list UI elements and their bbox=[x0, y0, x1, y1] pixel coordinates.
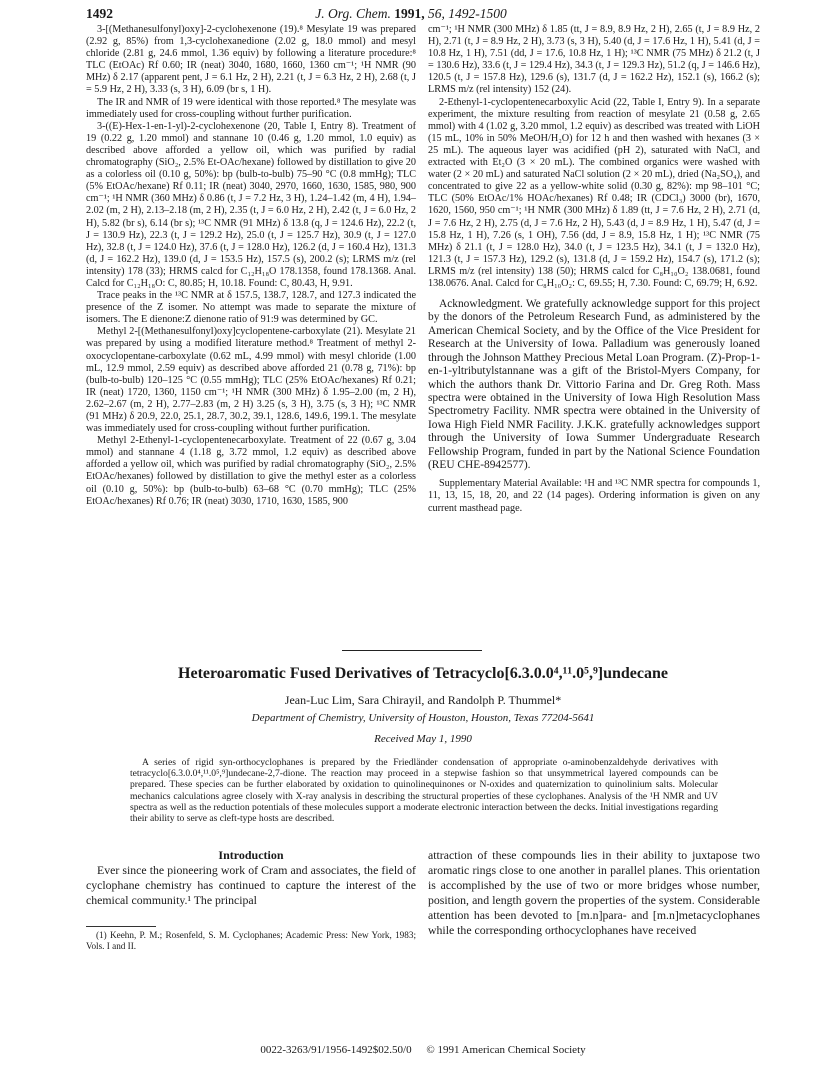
paragraph: 3-((E)-Hex-1-en-1-yl)-2-cyclohexenone (20, Table I, Entry 8). Treatment of 19 (0.22 g, 1.20 mmol) and stannane 10 (0.46 g, 1.20 mmol, 1.0 equiv) as described above afforded a yellow oil, which was purified by radial chromatography (SiO₂, 2.5% Et-OAc/hexane) followed by distillation to give 20 as a colorless oil (0.10 g, 50%): bp (bulb-to-bulb) 75–90 °C (0.8 mmHg); TLC (5% EtOAc/hexane) Rf 0.11; IR (neat) 3040, 2970, 1660, 1630, 1585, 980, 900 cm⁻¹; ¹H NMR (360 MHz) δ 0.86 (t, J = 7.2 Hz, 3 H), 1.24–1.42 (m, 4 H), 1.94–2.02 (m, 2 H), 2.13–2.18 (m, 2 H), 2.35 (t, J = 6.0 Hz, 2 H), 2.42 (t, J = 6.0 Hz, 2 H), 5.82 (br s), 6.14 (br s); ¹³C NMR (91 MHz) δ 13.8 (q, J = 124.6 Hz), 22.2 (t, J = 130.9 Hz), 22.3 (t, J = 129.2 Hz), 25.0 (t, J = 125.7 Hz), 30.9 (t, J = 127.0 Hz), 32.8 (t, J = 124.0 Hz), 37.6 (t, J = 128.0 Hz), 126.2 (d, J = 160.4 Hz), 131.3 (d, J = 162.2 Hz), 139.0 (d, J = 153.5 Hz), 157.5 (s), 200.2 (s); LRMS m/z (rel intensity) 178 (33); HRMS calcd for C₁₂H₁₈O 178.1358, found 178.1368. Anal. Calcd for C₁₂H₁₈O: C, 80.85; H, 10.18. Found: C, 80.43, H, 9.91. bbox=[86, 120, 416, 289]
introduction-right bbox=[428, 848, 760, 939]
journal-citation bbox=[86, 6, 736, 22]
paragraph: Trace peaks in the ¹³C NMR at δ 157.5, 138.7, 128.7, and 127.3 indicated the presence of the Z isomer. No attempt was made to separate the mixture of isomers. The E dienone:Z dienone ratio of 91:9 was determined by GC. bbox=[86, 290, 416, 326]
section-divider bbox=[342, 650, 482, 651]
article-code: 0022-3263/91/1956-1492$02.50/0 bbox=[260, 1044, 412, 1056]
introduction-heading: Introduction bbox=[218, 848, 284, 862]
supplementary-material: Supplementary Material Available: ¹H and ¹³C NMR spectra for compounds 1, 11, 13, 15, 18, 20, and 22 (14 pages). Ordering information is given on any current masthead page. bbox=[428, 478, 760, 514]
paragraph: Methyl 2-[(Methanesulfonyl)oxy]cyclopentene-carboxylate (21). Mesylate 21 was prepared by using a modified literature method.⁸ Treatment of methyl 2-oxocyclopentane-carboxylate (0.62 mL, 4.99 mmol) with mesyl chloride (1.00 mL, 12.9 mmol, 2.59 equiv) as described above afforded 21 (0.78 g, 71%): bp (bulb-to-bulb) 120–125 °C (0.55 mmHg); TLC (25% EtOAc/hexanes) Rf 0.21; IR (neat) 1720, 1360, 1150 cm⁻¹; ¹H NMR (300 MHz) δ 1.95–2.00 (m, 2 H), 2.62–2.67 (m, 2 H), 2.77–2.83 (m, 2 H) 3.25 (s, 3 H), 3.75 (s, 3 H); ¹³C NMR (91 MHz) δ 20.9, 22.0, 25.1, 28.7, 30.2, 39.1, 128.6, 149.6, 199.1. The mesylate was immediately used for cross-coupling without further purification. bbox=[86, 326, 416, 435]
paragraph: 3-[(Methanesulfonyl)oxy]-2-cyclohexenone (19).⁸ Mesylate 19 was prepared (2.92 g, 85%) from 1,3-cyclohexanedione (2.02 g, 18.0 mmol) and mesyl chloride (2.81 g, 24.6 mmol, 1.36 equiv) by following a literature procedure:⁸ TLC (EtOAc) Rf 0.60; IR (neat) 3040, 1680, 1660, 1360 cm⁻¹; ¹H NMR (90 MHz) δ 2.17 (apparent pent, J = 6.1 Hz, 2 H), 2.21 (t, J = 6.3 Hz, 2 H), 2.68 (t, J = 5.9 Hz, 2 H), 3.33 (s, 3 H), 6.09 (br s, 1 H). bbox=[86, 24, 416, 96]
running-header bbox=[86, 6, 736, 26]
abstract: A series of rigid syn-orthocyclophanes is prepared by the Friedländer condensation of appropriate o-aminobenzaldehyde derivatives with tetracyclo[6.3.0.0⁴,¹¹.0⁵,⁹]undecane-2,7-dione. The reaction may proceed in a stepwise fashion so that unsymmetrical layered compounds can be prepared. These species can be further elaborated by oxidation to quinolinequinones or N-oxides and quaternization to quinolinium salts. Molecular mechanics calculations agree closely with X-ray analysis in describing the structural properties of these cyclophanes. Analysis of the ¹H NMR and UV spectra as well as the reduction potentials of these molecules support a moderate electronic interaction between the decks. Initial investigations regarding their ability to serve as cleft-type hosts are described. bbox=[130, 757, 718, 825]
introduction-left bbox=[86, 848, 416, 908]
journal-name: J. Org. Chem. bbox=[315, 6, 391, 21]
journal-year: 1991, bbox=[394, 6, 425, 21]
paragraph: Ever since the pioneering work of Cram and associates, the field of cyclophane chemistry has continued to capture the interest of the chemical community.¹ The principal bbox=[86, 863, 416, 908]
journal-pages: 1492-1500 bbox=[448, 6, 507, 21]
paragraph: Methyl 2-Ethenyl-1-cyclopentenecarboxylate. Treatment of 22 (0.67 g, 3.04 mmol) and stannane 4 (1.18 g, 3.72 mmol, 1.2 equiv) as described above afforded a yellow oil, which was purified by radial chromatography (SiO₂, 2.5% EtOAc/hexanes) followed by distillation to give the methyl ester as a colorless oil (0.10 g, 50%): bp (bulb-to-bulb) 63–68 °C (0.70 mmHg); TLC (25% EtOAc/hexanes) Rf 0.76; IR (neat) 3030, 1710, 1630, 1585, 900 bbox=[86, 435, 416, 507]
footnote-divider bbox=[86, 926, 156, 927]
article-title: Heteroaromatic Fused Derivatives of Tetracyclo[6.3.0.0⁴,¹¹.0⁵,⁹]undecane bbox=[178, 665, 668, 682]
article-authors: Jean-Luc Lim, Sara Chirayil, and Randolph P. Thummel* bbox=[284, 693, 562, 707]
left-column-experimental bbox=[86, 24, 416, 508]
acknowledgment: Acknowledgment. We gratefully acknowledge support for this project by the donors of the Petroleum Research Fund, as administered by the American Chemical Society, and by the Office of the Vice President for Research at the University of Iowa. Palladium was generously loaned through the Johnson Matthey Precious Metal Loan Program. (Z)-Prop-1-en-1-yltributylstannane was a gift of the Bristol-Myers Company, for which the authors thank Dr. Vittorio Farina and Dr. Greg Roth. Mass spectra were obtained in the University of Iowa High Resolution Mass Spectrometry Facility. NMR spectra were obtained in the University of Iowa High Field NMR Facility. J.K.K. gratefully acknowledges support through the University of Iowa Summer Undergraduate Research Fellowship Program, funded in part by the National Science Foundation (REU CHE-8942577). bbox=[428, 298, 760, 471]
paragraph: cm⁻¹; ¹H NMR (300 MHz) δ 1.85 (tt, J = 8.9, 8.9 Hz, 2 H), 2.65 (t, J = 8.9 Hz, 2 H), 2.71 (t, J = 8.9 Hz, 2 H), 3.73 (s, 3 H), 5.40 (d, J = 17.6 Hz, 1 H), 5.41 (d, J = 10.8 Hz, 1 H), 7.51 (dd, J = 17.6, 10.8 Hz, 1 H); ¹³C NMR (75 MHz) δ 21.2 (t, J = 130.6 Hz), 33.6 (t, J = 129.4 Hz), 34.3 (t, J = 129.3 Hz), 51.2 (q, J = 146.6 Hz), 120.5 (t, J = 157.8 Hz), 129.6 (s), 131.7 (d, J = 162.2 Hz), 152.1 (s), 166.2 (s); LRMS m/z (rel intensity) 152 (24). bbox=[428, 24, 760, 96]
paragraph: 2-Ethenyl-1-cyclopentenecarboxylic Acid (22, Table I, Entry 9). In a separate experiment, the mixture resulting from reaction of mesylate 21 (0.58 g, 2.65 mmol) with 4 (1.02 g, 3.20 mmol, 1.2 equiv) as described was treated with LiOH (15 mL, 10% in 50% MeOH/H₂O) for 12 h and then washed with hexanes (3 × 25 mL). The aqueous layer was acidified (pH 2), saturated with NaCl, and extracted with Et₂O (3 × 20 mL). The combined organics were washed with water (2 × 20 mL) and saturated NaCl solution (2 × 20 mL), dried (Na₂SO₄), and concentrated to give 22 as a yellow-white solid (0.30 g, 82%): mp 98–101 °C; TLC (50% EtOAc/1% HOAc/hexanes) Rf 0.48; IR (CDCl₃) 3000 (br), 1670, 1620, 1560, 950 cm⁻¹; ¹H NMR (300 MHz) δ 1.89 (tt, J = 7.6 Hz, 2 H), 2.71 (d, J = 7.6 Hz, 2 H), 2.75 (d, J = 7.6 Hz, 2 H), 5.43 (d, J = 8.9 Hz, 1 H), 5.47 (d, J = 15.8 Hz, 1 H), 7.26 (s, 1 OH), 7.56 (dd, J = 8.9, 15.8 Hz, 1 H); ¹³C NMR (75 MHz) δ 21.1 (t, J = 128.0 Hz), 34.0 (t, J = 123.5 Hz), 34.1 (t, J = 132.0 Hz), 121.3 (t, J = 157.3 Hz), 129.2 (s), 131.8 (d, J = 159.2 Hz), 154.7 (s), 171.2 (s); LRMS m/z (rel intensity) 138 (50); HRMS calcd for C₈H₁₀O₂ 138.0681, found 138.0676. Anal. Calcd for C₈H₁₀O₂: C, 69.55; H, 7.30. Found: C, 69.79; H, 6.92. bbox=[428, 96, 760, 289]
journal-volume: 56, bbox=[428, 6, 445, 21]
paragraph: The IR and NMR of 19 were identical with those reported.⁸ The mesylate was immediately used for cross-coupling without further purification. bbox=[86, 96, 416, 120]
right-column-experimental bbox=[428, 24, 760, 515]
page-footer bbox=[86, 1044, 760, 1056]
affiliation: Department of Chemistry, University of Houston, Houston, Texas 77204-5641 bbox=[251, 712, 595, 724]
footnote: (1) Keehn, P. M.; Rosenfeld, S. M. Cyclophanes; Academic Press: New York, 1983; Vols. I and II. bbox=[86, 930, 416, 951]
copyright: © 1991 American Chemical Society bbox=[426, 1044, 586, 1056]
paragraph: attraction of these compounds lies in their ability to juxtapose two aromatic rings close to one another in parallel planes. This orientation is accomplished by the use of two or more bridges whose number, position, and length govern the properties of the system. Considerable attention has been devoted to [m.n]para- and [m.n]metacyclophanes while the corresponding orthocyclophanes have received bbox=[428, 848, 760, 938]
received-date: Received May 1, 1990 bbox=[374, 733, 472, 745]
page-number: 1492 bbox=[86, 6, 113, 21]
